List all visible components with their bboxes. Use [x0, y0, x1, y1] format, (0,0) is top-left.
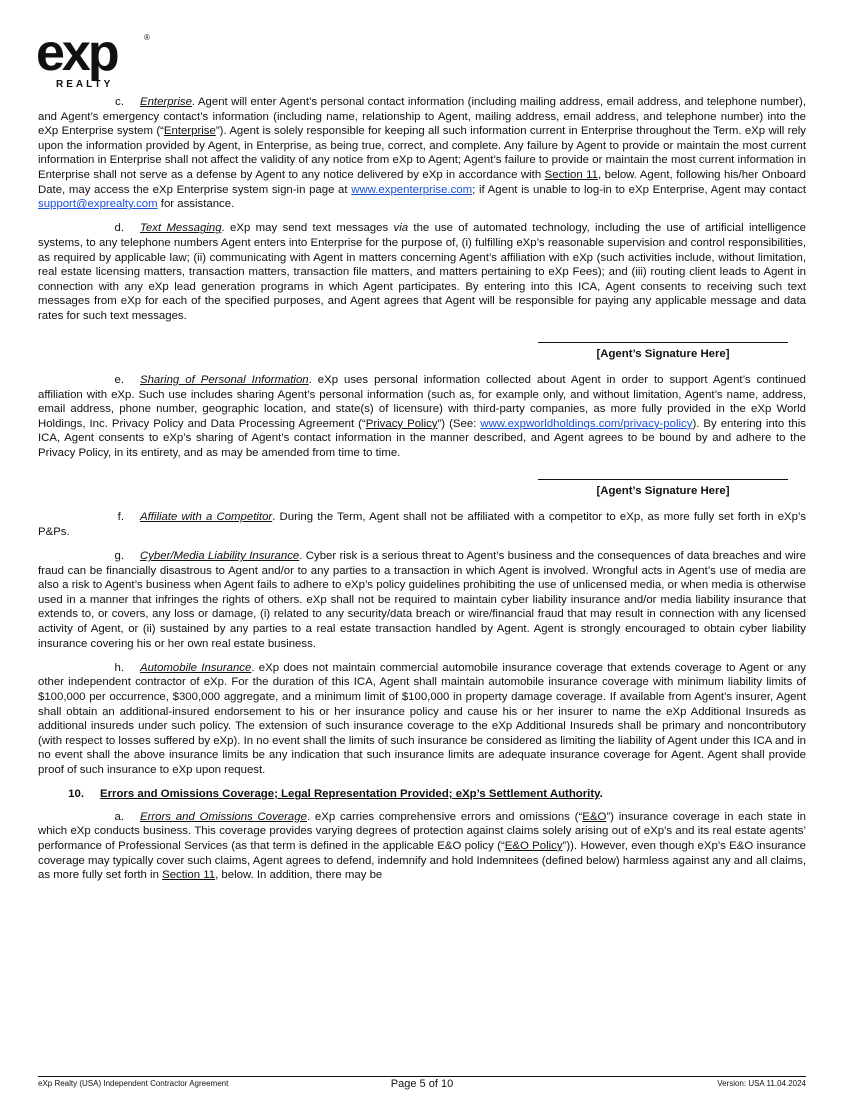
item-title: Automobile Insurance [140, 661, 252, 674]
section-title: Errors and Omissions Coverage; Legal Representation Provided; eXp’s Settlement Authority [100, 788, 600, 801]
item-number: h. [114, 661, 124, 674]
item-title: Cyber/Media Liability Insurance [140, 550, 300, 563]
section-10-heading: 10. Errors and Omissions Coverage; Legal Representation Provided; eXp’s Settlement Authority. [38, 787, 806, 802]
item-title: Sharing of Personal Information [140, 374, 309, 387]
paragraph-h-automobile-insurance: h. Automobile Insurance. eXp does not maintain commercial automobile insurance coverage that extends coverage to Agent or any other independent contractor of eXp. For the duration of this ICA, Agent shall maintain automobile insurance coverage with minimum liability limits of $100,000 per occurrence, $300,000 aggregate, and a minimum limit of $100,000 in property damage coverage. If available from Agent’s insurer, Agent shall obtain an additional-insured endorsement to his or her insurance policy and cause his or her insurer to name the eXp Additional Insureds as additional insureds under such policy. The extension of such insurance coverage to the eXp Additional Insureds shall be primary and noncontributory (with respect to losses suffered by eXp). In no event shall the limits of such insurance be considered as limiting the liability of Agent under this ICA and in no event shall the above insurance limits be any indication that such insurance limits are adequate insurance coverage for Agent. Agent shall provide proof of such insurance to eXp upon request. [38, 661, 806, 776]
section-11-reference: Section 11 [544, 168, 598, 181]
item-number: c. [115, 96, 124, 108]
item-number: g. [114, 550, 124, 563]
footer-document-name: eXp Realty (USA) Independent Contractor Agreement [38, 1079, 229, 1088]
logo-registered-mark: ® [144, 33, 150, 42]
paragraph-f-affiliate-competitor: f. Affiliate with a Competitor. During the Term, Agent shall not be affiliated with a competitor to eXp, as more fully set forth in eXp’s P&Ps. [38, 511, 806, 538]
signature-block-1 [538, 342, 788, 362]
item-number: a. [114, 810, 124, 823]
item-number: d. [114, 222, 124, 235]
exp-realty-logo [36, 30, 156, 90]
expenterprise-link[interactable]: www.expenterprise.com [351, 183, 473, 196]
privacy-policy-link[interactable]: www.expworldholdings.com/privacy-policy [480, 417, 693, 430]
logo-realty-text: REALTY [56, 79, 114, 90]
item-title: Errors and Omissions Coverage [140, 810, 307, 823]
signature-line [538, 342, 788, 343]
page-footer [38, 1076, 806, 1091]
paragraph-e-sharing-personal-info: e. Sharing of Personal Information. eXp uses personal information collected about Agent in order to support Agent’s continued affiliation with eXp. Such use includes sharing Agent’s personal information (such as, for example only, and without limitation, Agent’s name, address, email address, phone number, geographic location, and state(s) of licensure) with third-party companies, as more fully provided in the eXp World Holdings, Inc. Privacy Policy and Data Processing Agreement (“Privacy Policy”) (See: www.expworldholdings.com/privacy-policy). By entering into this ICA, Agent consents to eXp’s sharing of Agent’s contact information in the manner described, and Agent agrees to be bound by and adhere to the Privacy Policy, in its entirety, and as may be amended from time to time. [38, 374, 806, 460]
support-email-link[interactable]: support@exprealty.com [38, 198, 158, 211]
item-title: Enterprise [140, 96, 192, 108]
section-number: 10. [68, 788, 84, 801]
signature-label: [Agent’s Signature Here] [596, 347, 730, 360]
item-title: Affiliate with a Competitor [140, 511, 273, 524]
footer-version: Version: USA 11.04.2024 [717, 1079, 806, 1088]
signature-line [538, 479, 788, 480]
signature-label: [Agent’s Signature Here] [596, 484, 730, 497]
item-number: f. [117, 511, 124, 524]
document-body [38, 95, 806, 892]
footer-page-number: Page 5 of 10 [390, 1078, 454, 1090]
item-number: e. [114, 374, 124, 387]
paragraph-g-cyber-liability: g. Cyber/Media Liability Insurance. Cyber risk is a serious threat to Agent’s business and the consequences of data breaches and wire fraud can be financially disastrous to Agent and/or to any parties to a transaction in which Agent is involved. Wrongful acts in Agent’s use of media are also a risk to Agent’s business when Agent fails to adhere to eXp’s policy guidelines prohibiting the use of unlicensed media, or when media is otherwise used in a manner that infringes the rights of others. eXp shall not be required to maintain cyber liability insurance and/or media liability insurance that extends to, or covers, any loss or damage, (i) related to any security/data breach or wire/financial fraud that may result in connection with any licensed activity of Agent, or (ii) sustained by any parties to a real estate transaction handled by Agent. Agent is strongly encouraged to obtain cyber liability insurance covering his or her own real estate business. [38, 550, 806, 650]
paragraph-c-enterprise: c. Enterprise. Agent will enter Agent’s personal contact information (including mailing address, email address, and telephone number), and Agent’s emergency contact’s information (including name, relationship to Agent, mailing address, email address, and telephone number) into the eXp Enterprise system (“Enterprise”). Agent is solely responsible for keeping all such information current in Enterprise throughout the Term. eXp will rely upon the information provided by Agent, in Enterprise, as being true, correct, and complete. Any failure by Agent to provide or maintain the most current information in Enterprise shall not affect the validity of any notice from eXp to Agent; Agent’s failure to provide or maintain the most current information in Enterprise shall not serve as a defense by Agent to any notice delivered by eXp in accordance with Section 11, below. Agent, following his/her Onboard Date, may access the eXp Enterprise system sign-in page at www.expenterprise.com; if Agent is unable to log-in to eXp Enterprise, Agent may contact support@exprealty.com for assistance. [38, 96, 807, 211]
paragraph-a-errors-omissions: a. Errors and Omissions Coverage. eXp carries comprehensive errors and omissions (“E&O”) insurance coverage in each state in which eXp conducts business. This coverage provides varying degrees of protection against claims solely arising out of eXp’s and its real estate agents’ performance of Professional Services (as that term is defined in the applicable E&O policy (“E&O Policy”)). However, even though eXp’s E&O insurance coverage may typically cover such claims, Agent agrees to defend, indemnify and hold Indemnitees (defined below) harmless against any and all claims, as more fully set forth in Section 11, below. In addition, there may be [38, 810, 807, 882]
signature-block-2 [538, 479, 788, 499]
logo-wordmark: exp [36, 30, 117, 82]
section-11-reference: Section 11 [162, 869, 216, 882]
item-title: Text Messaging [140, 222, 222, 235]
paragraph-d-text-messaging: d. Text Messaging. eXp may send text messages via the use of automated technology, including the use of artificial intelligence systems, to any telephone numbers Agent enters into Enterprise for the purpose of, (i) fulfilling eXp’s reasonable supervision and control responsibilities, as required by applicable law; (ii) communicating with Agent in matters concerning Agent’s affiliation with eXp (such activities include, without limitation, real estate licensing matters, transaction matters, transaction file matters, and matters pertaining to eXp Fees); and (iii) routing client leads to Agent in connection with any eXp lead generation programs in which Agent participates. By entering into this ICA, Agent consents to receiving such text messages from eXp for each of the specified purposes, and Agent agrees that Agent will be responsible for paying any applicable message and data rates for such text messages. [38, 222, 806, 322]
